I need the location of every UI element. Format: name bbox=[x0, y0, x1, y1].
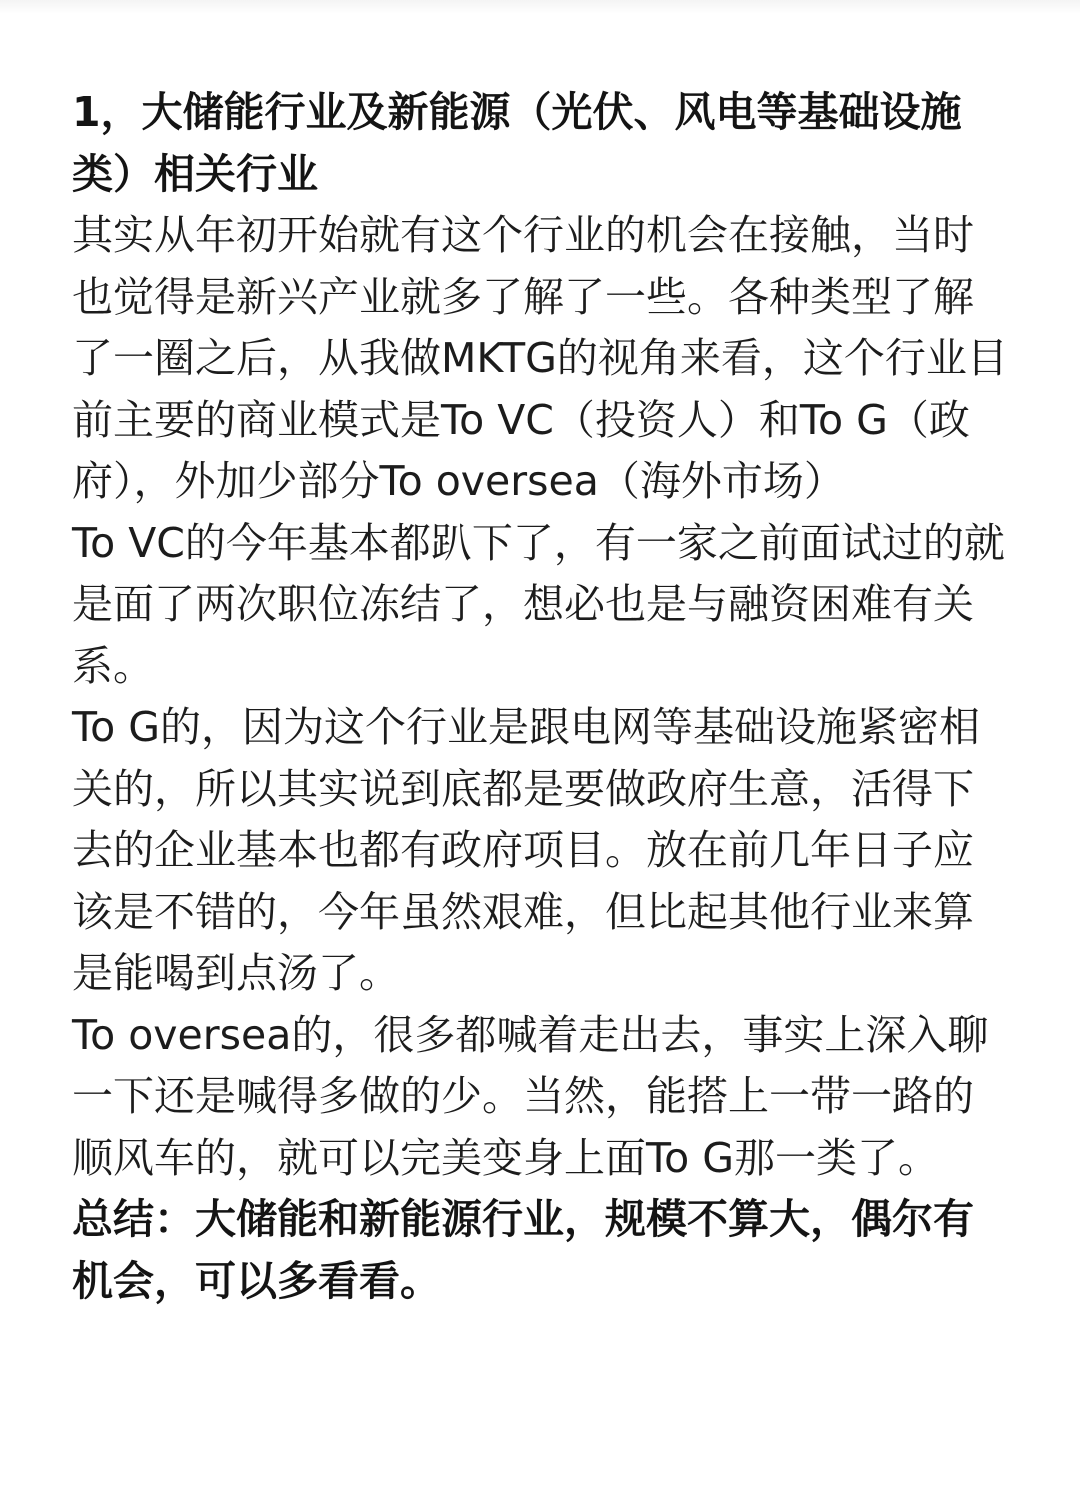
paragraph-to-g: To G的，因为这个行业是跟电网等基础设施紧密相关的，所以其实说到底都是要做政府生意，活得下去的企业基本也都有政府项目。放在前几年日子应该是不错的，今年虽然艰难，但比起其他行业来算是能喝到点汤了。 bbox=[72, 703, 980, 997]
summary-paragraph: 总结：大储能和新能源行业，规模不算大，偶尔有机会，可以多看看。 bbox=[72, 1195, 974, 1305]
section-heading: 1，大储能行业及新能源（光伏、风电等基础设施类）相关行业 bbox=[72, 88, 962, 198]
paragraph-intro: 其实从年初开始就有这个行业的机会在接触，当时也觉得是新兴产业就多了解了一些。各种类型了解了一圈之后，从我做MKTG的视角来看，这个行业目前主要的商业模式是To VC（投资人）和To G（政府），外加少部分To oversea（海外市场） bbox=[72, 211, 1008, 505]
paragraph-to-oversea: To oversea的，很多都喊着走出去，事实上深入聊一下还是喊得多做的少。当然，能搭上一带一路的顺风车的，就可以完美变身上面To G那一类了。 bbox=[72, 1010, 989, 1182]
top-edge-shadow bbox=[0, 0, 1080, 14]
article-body bbox=[72, 82, 1012, 1312]
paragraph-to-vc: To VC的今年基本都趴下了，有一家之前面试过的就是面了两次职位冻结了，想必也是与融资困难有关系。 bbox=[72, 518, 1005, 690]
